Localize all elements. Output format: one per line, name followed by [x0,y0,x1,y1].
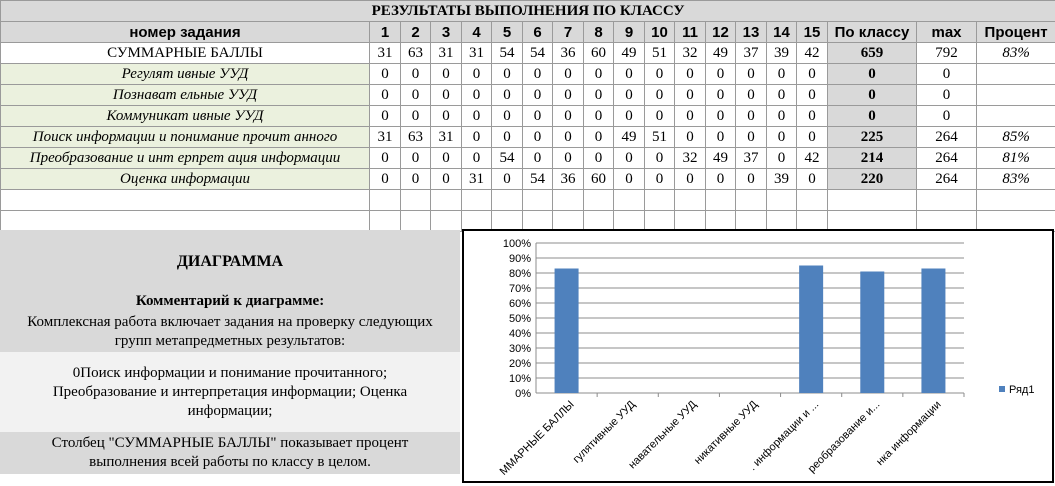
bar [860,272,884,394]
bar [921,269,945,394]
row-cell[interactable]: 31 [431,127,462,148]
row-cell[interactable]: 0 [614,106,645,127]
task-header-4: 4 [462,22,492,43]
empty-cell[interactable] [797,190,828,211]
legend-swatch [999,386,1005,392]
row-cell[interactable]: 31 [462,169,492,190]
row-cell[interactable]: 0 [523,106,553,127]
x-tick-label: . информации и ... [747,399,821,473]
row-percent[interactable]: 85% [977,127,1055,148]
row-cell[interactable]: 32 [675,148,706,169]
row-cell[interactable]: 0 [553,127,584,148]
row-cell[interactable]: 0 [401,148,431,169]
row-cell[interactable]: 0 [736,127,767,148]
summary-cell[interactable]: 39 [767,43,797,64]
row-cell[interactable]: 0 [492,127,523,148]
summary-cell[interactable]: 54 [523,43,553,64]
empty-cell[interactable] [614,190,645,211]
x-tick-label: гулятивные УУД [571,398,638,465]
row-cell[interactable]: 0 [767,106,797,127]
row-cell[interactable]: 0 [462,127,492,148]
row-max[interactable]: 264 [917,127,977,148]
results-table [0,0,1055,232]
row-cell[interactable]: 0 [797,127,828,148]
percent-header: Процент [977,22,1055,43]
row-max[interactable]: 0 [917,85,977,106]
y-tick-label: 0% [515,388,531,400]
task-header-9: 9 [614,22,645,43]
row-cell[interactable]: 0 [645,64,675,85]
task-header-5: 5 [492,22,523,43]
empty-cell[interactable] [1,190,370,211]
x-tick-label: навательные УУД [626,398,699,471]
row-cell[interactable]: 0 [370,85,401,106]
summary-max[interactable]: 792 [917,43,977,64]
row-total[interactable]: 214 [828,148,917,169]
row-cell[interactable]: 0 [401,169,431,190]
empty-cell[interactable] [462,190,492,211]
chart-container[interactable] [462,229,1054,483]
row-cell[interactable]: 63 [401,127,431,148]
empty-cell[interactable] [917,190,977,211]
row-cell[interactable]: 0 [645,148,675,169]
row-cell[interactable]: 0 [401,64,431,85]
row-cell[interactable]: 0 [431,85,462,106]
table-row [1,148,1055,169]
row-cell[interactable]: 0 [523,64,553,85]
row-cell[interactable]: 39 [767,169,797,190]
class-total-header: По классу [828,22,917,43]
row-label[interactable]: Коммуникат ивные УУД [1,106,370,127]
comment-text-2: 0Поиск информации и понимание прочитанного; Преобразование и интерпретация информации; Оценка информации; [0,364,460,421]
empty-cell[interactable] [370,190,401,211]
task-header-7: 7 [553,22,584,43]
y-tick-label: 80% [509,268,531,280]
row-total[interactable]: 0 [828,64,917,85]
task-header-10: 10 [645,22,675,43]
task-header-13: 13 [736,22,767,43]
row-cell[interactable]: 0 [401,106,431,127]
row-cell[interactable]: 0 [492,64,523,85]
y-tick-label: 30% [509,343,531,355]
bar-chart [464,231,1052,481]
row-cell[interactable]: 0 [675,64,706,85]
comment-subheading: Комментарий к диаграмме: [0,292,460,311]
empty-cell[interactable] [431,190,462,211]
x-tick-label: никативные УУД [692,398,760,466]
row-cell[interactable]: 0 [462,148,492,169]
summary-cell[interactable]: 37 [736,43,767,64]
diagram-heading: ДИАГРАММА [0,252,460,271]
row-cell[interactable]: 0 [553,148,584,169]
row-cell[interactable]: 0 [584,85,614,106]
x-tick-label: нка информации [874,399,943,468]
empty-cell[interactable] [977,190,1055,211]
summary-total[interactable]: 659 [828,43,917,64]
table-row [1,169,1055,190]
table-row [1,85,1055,106]
row-cell[interactable]: 37 [736,148,767,169]
row-max[interactable]: 0 [917,106,977,127]
table-row [1,106,1055,127]
diagram-comment-panel [0,230,460,474]
row-cell[interactable]: 0 [675,127,706,148]
y-tick-label: 60% [509,298,531,310]
row-cell[interactable]: 0 [614,148,645,169]
row-max[interactable]: 264 [917,169,977,190]
empty-cell[interactable] [431,211,462,232]
row-cell[interactable]: 0 [553,85,584,106]
task-header-3: 3 [431,22,462,43]
bar [799,266,823,394]
row-cell[interactable]: 0 [797,106,828,127]
row-percent[interactable] [977,64,1055,85]
row-cell[interactable]: 0 [614,64,645,85]
row-cell[interactable]: 0 [797,64,828,85]
row-cell[interactable]: 0 [645,85,675,106]
task-header-2: 2 [401,22,431,43]
row-cell[interactable]: 0 [462,64,492,85]
row-cell[interactable]: 0 [706,106,736,127]
row-total[interactable]: 0 [828,106,917,127]
row-cell[interactable]: 0 [736,85,767,106]
max-header: max [917,22,977,43]
summary-cell[interactable]: 51 [645,43,675,64]
row-cell[interactable]: 0 [614,85,645,106]
comment-text-3: Столбец "СУММАРНЫЕ БАЛЛЫ" показывает процент выполнения всей работы по классу в целом. [0,434,460,472]
row-cell[interactable]: 0 [736,169,767,190]
summary-percent[interactable]: 83% [977,43,1055,64]
row-label[interactable]: Поиск информации и понимание прочит анного [1,127,370,148]
y-tick-label: 20% [509,358,531,370]
row-cell[interactable]: 0 [797,85,828,106]
row-label[interactable]: Познават ельные УУД [1,85,370,106]
table-row [1,64,1055,85]
y-tick-label: 100% [503,238,531,250]
row-cell[interactable]: 0 [584,148,614,169]
summary-cell[interactable]: 63 [401,43,431,64]
row-percent[interactable] [977,106,1055,127]
row-cell[interactable]: 0 [492,85,523,106]
empty-cell[interactable] [767,190,797,211]
row-total[interactable]: 220 [828,169,917,190]
row-cell[interactable]: 54 [523,169,553,190]
y-tick-label: 70% [509,283,531,295]
x-tick-label: реобразование и... [806,399,883,476]
row-label[interactable]: Преобразование и инт ерпрет ация информации [1,148,370,169]
empty-cell[interactable] [370,211,401,232]
empty-cell[interactable] [401,211,431,232]
row-cell[interactable]: 0 [584,127,614,148]
task-header-6: 6 [523,22,553,43]
row-cell[interactable]: 0 [553,106,584,127]
task-header-1: 1 [370,22,401,43]
summary-cell[interactable]: 31 [431,43,462,64]
row-label[interactable]: Оценка информации [1,169,370,190]
row-total[interactable]: 225 [828,127,917,148]
row-cell[interactable]: 51 [645,127,675,148]
summary-label[interactable]: СУММАРНЫЕ БАЛЛЫ [1,43,370,64]
row-cell[interactable]: 0 [523,85,553,106]
row-cell[interactable]: 0 [431,106,462,127]
row-cell[interactable]: 0 [797,169,828,190]
row-cell[interactable]: 0 [645,106,675,127]
row-cell[interactable]: 0 [492,169,523,190]
row-cell[interactable]: 0 [401,85,431,106]
row-cell[interactable]: 60 [584,169,614,190]
row-cell[interactable]: 0 [462,85,492,106]
row-cell[interactable]: 0 [431,148,462,169]
row-cell[interactable]: 36 [553,169,584,190]
row-percent[interactable]: 81% [977,148,1055,169]
summary-cell[interactable]: 49 [706,43,736,64]
row-cell[interactable]: 0 [584,64,614,85]
empty-cell[interactable] [492,190,523,211]
summary-cell[interactable]: 31 [370,43,401,64]
x-tick-label: ММАРНЫЕ БАЛЛЫ [498,399,577,478]
task-number-header: номер задания [1,22,370,43]
task-header-15: 15 [797,22,828,43]
row-cell[interactable]: 0 [523,148,553,169]
row-cell[interactable]: 0 [675,106,706,127]
row-cell[interactable]: 0 [462,106,492,127]
summary-cell[interactable]: 42 [797,43,828,64]
row-label[interactable]: Регулят ивные УУД [1,64,370,85]
summary-cell[interactable]: 60 [584,43,614,64]
row-cell[interactable]: 0 [767,127,797,148]
empty-cell[interactable] [1,211,370,232]
row-cell[interactable]: 49 [706,148,736,169]
y-tick-label: 90% [509,253,531,265]
row-cell[interactable]: 0 [767,85,797,106]
comment-text-1: Комплексная работа включает задания на проверку следующих групп метапредметных результатов: [0,313,460,351]
row-cell[interactable]: 0 [370,106,401,127]
row-cell[interactable]: 0 [431,169,462,190]
row-cell[interactable]: 0 [706,127,736,148]
row-percent[interactable] [977,85,1055,106]
task-header-11: 11 [675,22,706,43]
row-cell[interactable]: 54 [492,148,523,169]
empty-cell[interactable] [584,190,614,211]
empty-cell[interactable] [401,190,431,211]
empty-cell[interactable] [523,190,553,211]
row-percent[interactable]: 83% [977,169,1055,190]
row-cell[interactable]: 0 [767,64,797,85]
empty-cell[interactable] [645,190,675,211]
row-cell[interactable]: 0 [553,64,584,85]
row-cell[interactable]: 0 [492,106,523,127]
row-cell[interactable]: 49 [614,127,645,148]
row-cell[interactable]: 0 [706,85,736,106]
row-cell[interactable]: 0 [706,64,736,85]
row-cell[interactable]: 0 [645,169,675,190]
summary-cell[interactable]: 54 [492,43,523,64]
row-cell[interactable]: 0 [675,169,706,190]
task-header-8: 8 [584,22,614,43]
summary-cell[interactable]: 49 [614,43,645,64]
row-cell[interactable]: 0 [614,169,645,190]
summary-cell[interactable]: 36 [553,43,584,64]
row-cell[interactable]: 0 [431,64,462,85]
summary-cell[interactable]: 31 [462,43,492,64]
row-max[interactable]: 264 [917,148,977,169]
bar [555,269,579,394]
row-cell[interactable]: 0 [370,148,401,169]
row-cell[interactable]: 0 [675,85,706,106]
row-max[interactable]: 0 [917,64,977,85]
task-header-14: 14 [767,22,797,43]
empty-row [1,190,1055,211]
row-cell[interactable]: 0 [767,148,797,169]
task-header-12: 12 [706,22,736,43]
row-total[interactable]: 0 [828,85,917,106]
empty-cell[interactable] [736,190,767,211]
empty-cell[interactable] [675,190,706,211]
row-cell[interactable]: 0 [706,169,736,190]
table-title: РЕЗУЛЬТАТЫ ВЫПОЛНЕНИЯ ПО КЛАССУ [1,1,1055,22]
y-tick-label: 40% [509,328,531,340]
table-row [1,127,1055,148]
y-tick-label: 10% [509,373,531,385]
row-cell[interactable]: 0 [584,106,614,127]
empty-cell[interactable] [706,190,736,211]
row-cell[interactable]: 0 [370,64,401,85]
row-cell[interactable]: 0 [736,106,767,127]
row-cell[interactable]: 0 [523,127,553,148]
row-cell[interactable]: 0 [370,169,401,190]
empty-cell[interactable] [553,190,584,211]
empty-cell[interactable] [828,190,917,211]
row-cell[interactable]: 42 [797,148,828,169]
legend-label: Ряд1 [1009,384,1034,396]
y-tick-label: 50% [509,313,531,325]
summary-cell[interactable]: 32 [675,43,706,64]
row-cell[interactable]: 31 [370,127,401,148]
row-cell[interactable]: 0 [736,64,767,85]
